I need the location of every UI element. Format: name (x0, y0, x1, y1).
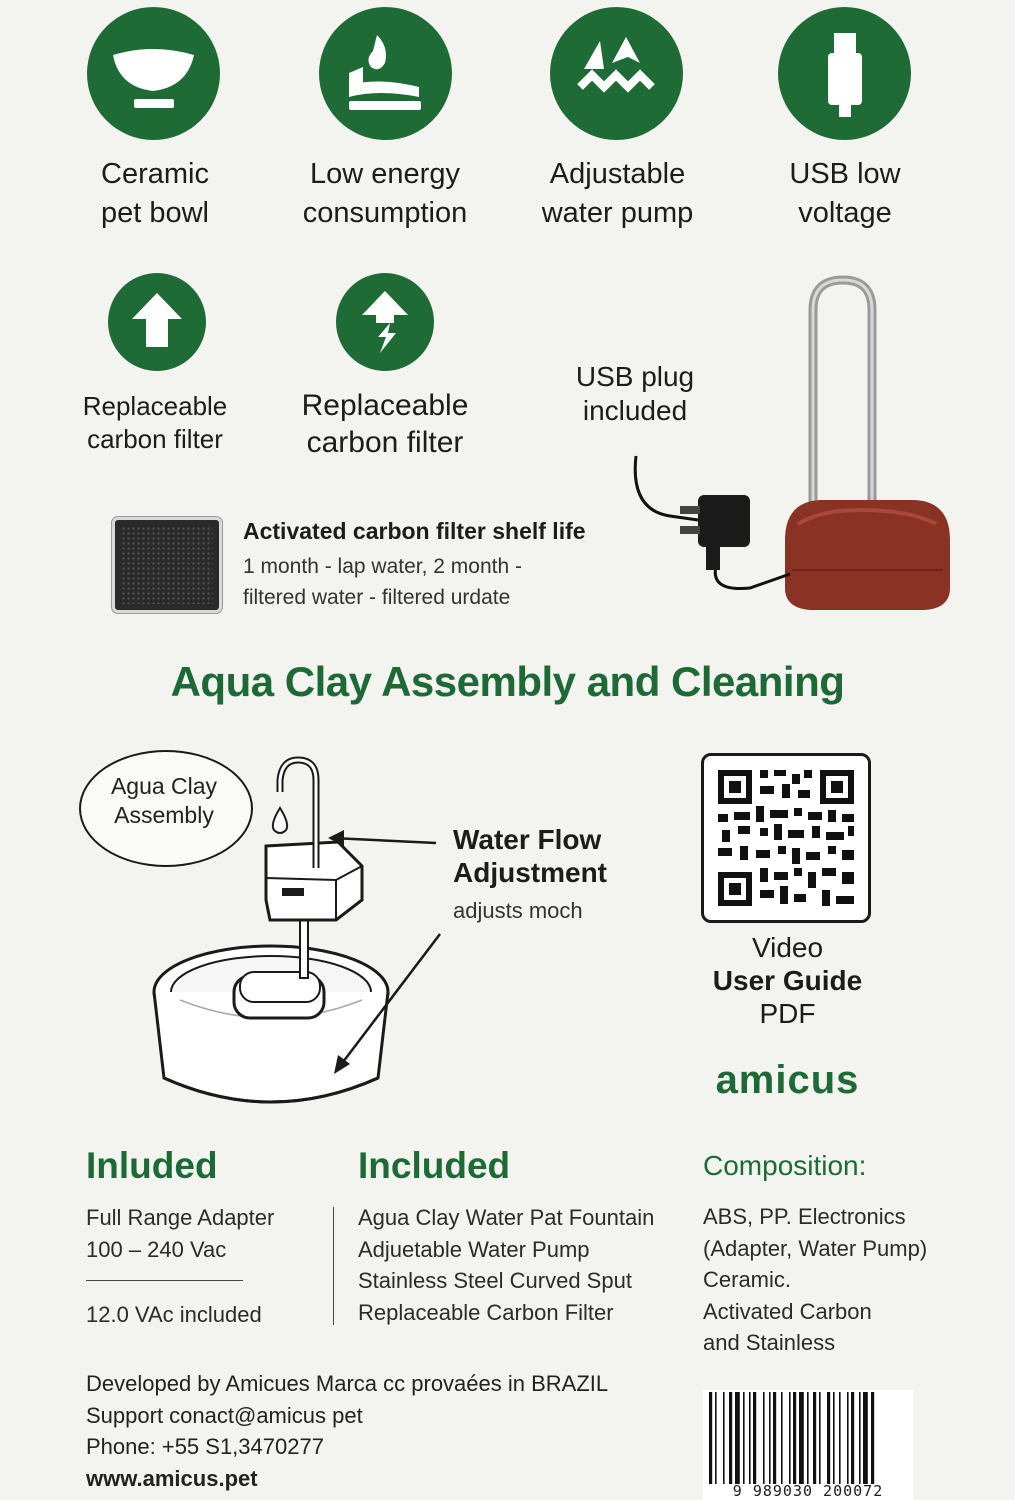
feature-label: Ceramic pet bowl (100, 158, 209, 229)
low-energy-icon (319, 7, 452, 140)
feature-label: Low energy consumption (302, 158, 468, 229)
qr-code[interactable] (701, 753, 871, 923)
water-pump-icon (550, 7, 683, 140)
barcode (703, 1390, 913, 1500)
feature-label: Adjustable water pump (541, 158, 694, 229)
feature-label: Replaceable carbon filter (301, 389, 469, 459)
divider (333, 1207, 334, 1325)
bowl-icon (87, 7, 220, 140)
feature-label: USB low voltage (789, 158, 901, 229)
water-flow-sub: adjusts moch (453, 898, 583, 923)
usb-pump-product-image (620, 270, 960, 620)
included-list-1: Full Range Adapter 100 – 240 Vac (86, 1205, 275, 1262)
carbon-filter-image (112, 517, 222, 613)
assembly-heading: Aqua Clay Assembly and Cleaning (170, 658, 845, 705)
website-link[interactable]: www.amicus.pet (86, 1465, 258, 1491)
composition-list: ABS, PP. Electronics (Adapter, Water Pump) Ceramic. Activated Carbon and Stainless (703, 1204, 928, 1355)
included-title-1: Inluded (86, 1145, 218, 1186)
guide-label: Video User Guide PDF (712, 932, 863, 1029)
divider (86, 1280, 243, 1281)
amicus-logo: amicus (715, 1058, 860, 1102)
included-list-1-extra: 12.0 VAc included (86, 1302, 262, 1327)
up-arrow-icon (108, 273, 206, 371)
barcode-digits: 9 989030 200072 (732, 1482, 884, 1500)
included-list-2: Agua Clay Water Pat Fountain Adjuetable Water Pump Stainless Steel Curved Sput Replaceable Carbon Filter (358, 1205, 655, 1325)
composition-title: Composition: (703, 1150, 867, 1181)
usb-icon (778, 7, 911, 140)
feature-label: Replaceable carbon filter (82, 391, 228, 454)
filter-info-text: 1 month - lap water, 2 month - filtered water - filtered urdate (243, 555, 522, 609)
water-flow-label: Water Flow Adjustment (453, 824, 607, 888)
footer-info: Developed by Amicues Marca cc provaées in BRAZIL Support conact@amicus pet Phone: +55 S1,3470277 www.amicus.pet (86, 1368, 608, 1494)
filter-info-title: Activated carbon filter shelf life (243, 518, 586, 544)
usb-plug-label: USB plug included (575, 361, 695, 426)
included-title-2: Included (358, 1145, 511, 1186)
filter-bolt-icon (336, 273, 434, 371)
assembly-bubble-text: Agua Clay Assembly (110, 773, 218, 828)
